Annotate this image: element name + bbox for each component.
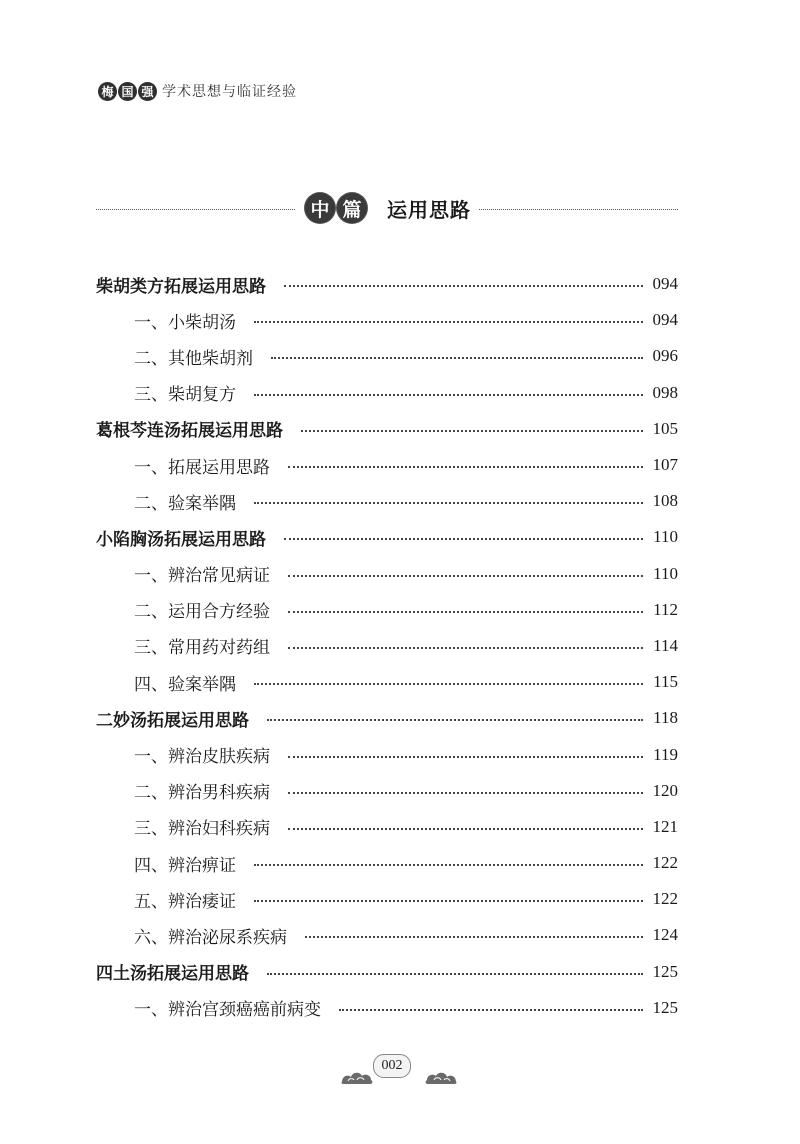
toc-section-entry[interactable]: [96, 917, 678, 953]
toc-entry-title: 小陷胸汤拓展运用思路: [96, 529, 266, 550]
dot-leader: [254, 502, 643, 504]
dot-leader: [267, 719, 643, 721]
dot-leader: [267, 973, 643, 975]
toc-page-number: 110: [653, 563, 678, 583]
toc-page-number: 112: [653, 599, 678, 619]
toc-entry-title: 四土汤拓展运用思路: [96, 964, 249, 985]
toc-entry-title: 三、辨治妇科疾病: [134, 819, 270, 840]
toc-entry-title: 四、辨治痹证: [134, 855, 236, 876]
heading-right-rule: [479, 209, 678, 210]
section-badge-char: 中: [305, 193, 335, 223]
toc-entry-title: 二、验案举隅: [134, 493, 236, 514]
dot-leader: [254, 900, 643, 902]
dot-leader: [288, 756, 643, 758]
toc-section-entry[interactable]: [96, 483, 678, 519]
toc-chapter-entry[interactable]: [96, 266, 678, 302]
toc-page-number: 094: [652, 274, 678, 294]
toc-entry-title: 三、柴胡复方: [134, 385, 236, 406]
toc-page-number: 110: [653, 527, 678, 547]
dot-leader: [254, 683, 643, 685]
dot-leader: [284, 538, 643, 540]
toc-entry-title: 一、辨治宫颈癌癌前病变: [134, 1000, 321, 1021]
dot-leader: [284, 285, 643, 287]
toc-page-number: 096: [652, 346, 678, 366]
header-seal-char: 强: [138, 82, 157, 101]
toc-page-number: 114: [653, 635, 678, 655]
toc-chapter-entry[interactable]: [96, 954, 678, 990]
toc-section-entry[interactable]: [96, 375, 678, 411]
dot-leader: [301, 430, 643, 432]
toc-page-number: 119: [653, 744, 678, 764]
toc-page-number: 094: [652, 310, 678, 330]
right-cloud-ornament-icon: [424, 1070, 458, 1086]
toc-section-entry[interactable]: [96, 302, 678, 338]
toc-page-number: 115: [653, 672, 678, 692]
toc-section-entry[interactable]: [96, 990, 678, 1026]
toc-section-entry[interactable]: [96, 556, 678, 592]
toc-entry-title: 柴胡类方拓展运用思路: [96, 276, 266, 297]
toc-page-number: 107: [652, 455, 678, 475]
toc-chapter-entry[interactable]: [96, 700, 678, 736]
toc-section-entry[interactable]: [96, 736, 678, 772]
dot-leader: [288, 828, 643, 830]
toc-section-entry[interactable]: [96, 773, 678, 809]
toc-section-entry[interactable]: [96, 338, 678, 374]
toc-section-entry[interactable]: [96, 881, 678, 917]
page-footer: [340, 1046, 460, 1090]
dot-leader: [288, 647, 643, 649]
toc-section-entry[interactable]: [96, 664, 678, 700]
dot-leader: [305, 936, 643, 938]
dot-leader: [288, 575, 643, 577]
section-badge-char: 篇: [337, 193, 367, 223]
dot-leader: [288, 466, 643, 468]
dot-leader: [254, 394, 643, 396]
toc-entry-title: 五、辨治痿证: [134, 891, 236, 912]
toc-entry-title: 二、运用合方经验: [134, 602, 270, 623]
running-header: [98, 76, 297, 106]
toc-entry-title: 一、拓展运用思路: [134, 457, 270, 478]
toc-entry-title: 二妙汤拓展运用思路: [96, 710, 249, 731]
toc-entry-title: 三、常用药对药组: [134, 638, 270, 659]
dot-leader: [339, 1009, 643, 1011]
toc-section-entry[interactable]: [96, 845, 678, 881]
toc-page-number: 125: [652, 997, 678, 1017]
toc-entry-title: 一、辨治皮肤疾病: [134, 747, 270, 768]
header-seal-char: 梅: [98, 82, 117, 101]
toc-page-number: 120: [652, 780, 678, 800]
dot-leader: [254, 864, 643, 866]
header-title: 学术思想与临证经验: [162, 84, 297, 100]
toc-page-number: 124: [652, 925, 678, 945]
toc-section-entry[interactable]: [96, 592, 678, 628]
toc-section-entry[interactable]: [96, 809, 678, 845]
toc-page-number: 118: [653, 708, 678, 728]
toc-chapter-entry[interactable]: [96, 519, 678, 555]
dot-leader: [271, 357, 643, 359]
toc-page-number: 122: [652, 889, 678, 909]
toc-section-entry[interactable]: [96, 447, 678, 483]
dot-leader: [288, 611, 643, 613]
section-heading: [96, 190, 678, 226]
page-number: 002: [373, 1054, 411, 1078]
toc-entry-title: 六、辨治泌尿系疾病: [134, 927, 287, 948]
dot-leader: [254, 321, 643, 323]
toc-chapter-entry[interactable]: [96, 411, 678, 447]
header-seal-char: 国: [118, 82, 137, 101]
left-cloud-ornament-icon: [340, 1070, 374, 1086]
toc-page-number: 105: [652, 418, 678, 438]
toc-section-entry[interactable]: [96, 628, 678, 664]
toc-page-number: 122: [652, 853, 678, 873]
toc-entry-title: 一、小柴胡汤: [134, 312, 236, 333]
toc-entry-title: 四、验案举隅: [134, 674, 236, 695]
dot-leader: [288, 792, 643, 794]
toc-entry-title: 二、其他柴胡剂: [134, 348, 253, 369]
toc-page-number: 121: [652, 816, 678, 836]
toc-entry-title: 一、辨治常见病证: [134, 566, 270, 587]
toc-entry-title: 二、辨治男科疾病: [134, 783, 270, 804]
toc-page-number: 125: [652, 961, 678, 981]
section-badge: [305, 193, 471, 223]
table-of-contents: [96, 266, 678, 1026]
section-title: 运用思路: [387, 197, 471, 222]
heading-left-rule: [96, 209, 295, 210]
toc-page-number: 098: [652, 382, 678, 402]
toc-entry-title: 葛根芩连汤拓展运用思路: [96, 421, 283, 442]
toc-page-number: 108: [652, 491, 678, 511]
